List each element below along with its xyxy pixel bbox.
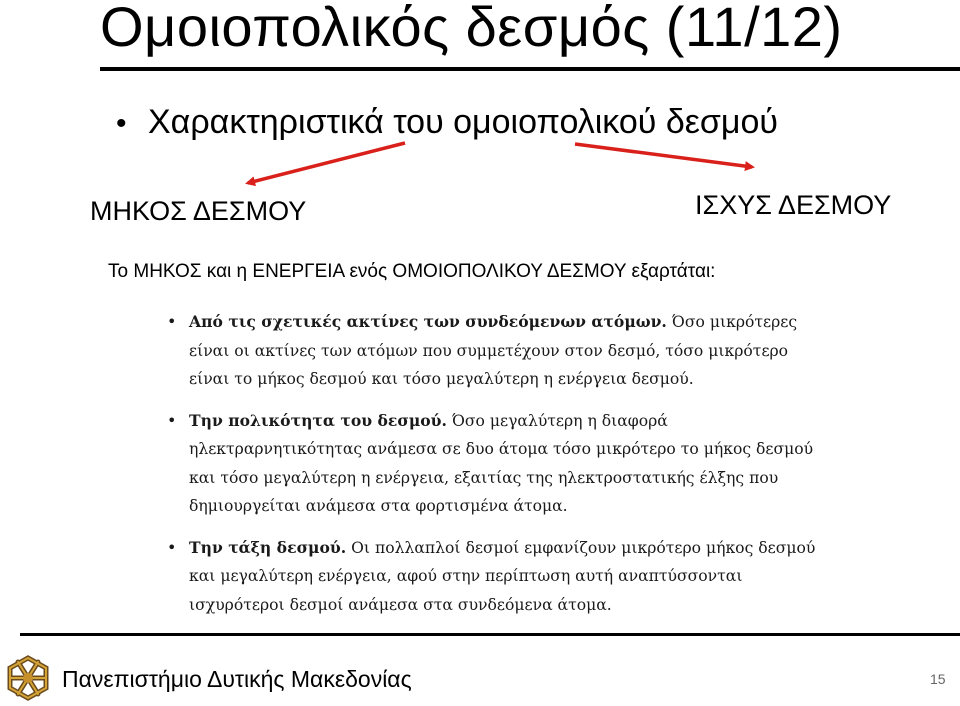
book-excerpt <box>165 308 820 632</box>
book-bullet: • <box>167 312 177 331</box>
arrow-left <box>248 143 405 183</box>
book-item-text: Όσο μικρότερες είναι οι ακτίνες των ατόμων που συμμετέχουν στον δεσμό, τόσο μικρότερο είναι το μήκος δεσμού και τόσο μεγαλύτερη η ενέργεια δεσμού. <box>189 313 798 388</box>
bullet-dot: • <box>116 107 127 140</box>
book-item-polarity <box>165 407 820 521</box>
footer-rule <box>20 633 960 636</box>
university-knot-logo-icon <box>4 654 52 702</box>
slide-title: Ομοιοπολικός δεσμός (11/12) <box>100 0 843 58</box>
intro-text: Το ΜΗΚΟΣ και η ΕΝΕΡΓΕΙΑ ενός ΟΜΟΙΟΠΟΛΙΚΟΥ ΔΕΣΜΟΥ εξαρτάται: <box>108 261 716 282</box>
arrow-right <box>575 144 752 167</box>
main-bullet <box>116 102 778 144</box>
main-bullet-text: Χαρακτηριστικά του ομοιοπολικού δεσμού <box>148 103 778 141</box>
label-bond-strength: ΙΣΧΥΣ ΔΕΣΜΟΥ <box>695 190 892 220</box>
university-name: Πανεπιστήμιο Δυτικής Μακεδονίας <box>62 666 412 692</box>
book-bullet: • <box>167 537 177 557</box>
book-item-text: Όσο μεγαλύτερη η διαφορά ηλεκτραρνητικότητας ανάμεσα σε δυο άτομα τόσο μικρότερο το μήκος δεσμού και τόσο μεγαλύτερη η ενέργεια, εξαιτίας της ηλεκτροστατικής έλξης που δημιουργείται ανάμεσα στα φορτισμένα άτομα. <box>189 411 814 515</box>
title-rule <box>100 67 960 71</box>
book-item-bond-order <box>165 534 820 620</box>
book-item-lead: Την τάξη δεσμού. <box>189 537 347 557</box>
book-item-text: Οι πολλαπλοί δεσμοί εμφανίζουν μικρότερο μήκος δεσμού και μεγαλύτερη ενέργεια, αφού στην περίπτωση αυτή αναπτύσσονται ισχυρότεροι δεσμοί ανάμεσα στα συνδεόμενα άτομα. <box>189 538 816 614</box>
book-item-radius <box>165 308 820 394</box>
book-item-lead: Την πολικότητα του δεσμού. <box>189 410 447 430</box>
label-bond-length: ΜΗΚΟΣ ΔΕΣΜΟΥ <box>90 196 307 226</box>
book-item-lead: Από τις σχετικές ακτίνες των συνδεόμενων ατόμων. <box>189 312 667 331</box>
page-number: 15 <box>930 671 946 687</box>
book-bullet: • <box>167 410 177 430</box>
